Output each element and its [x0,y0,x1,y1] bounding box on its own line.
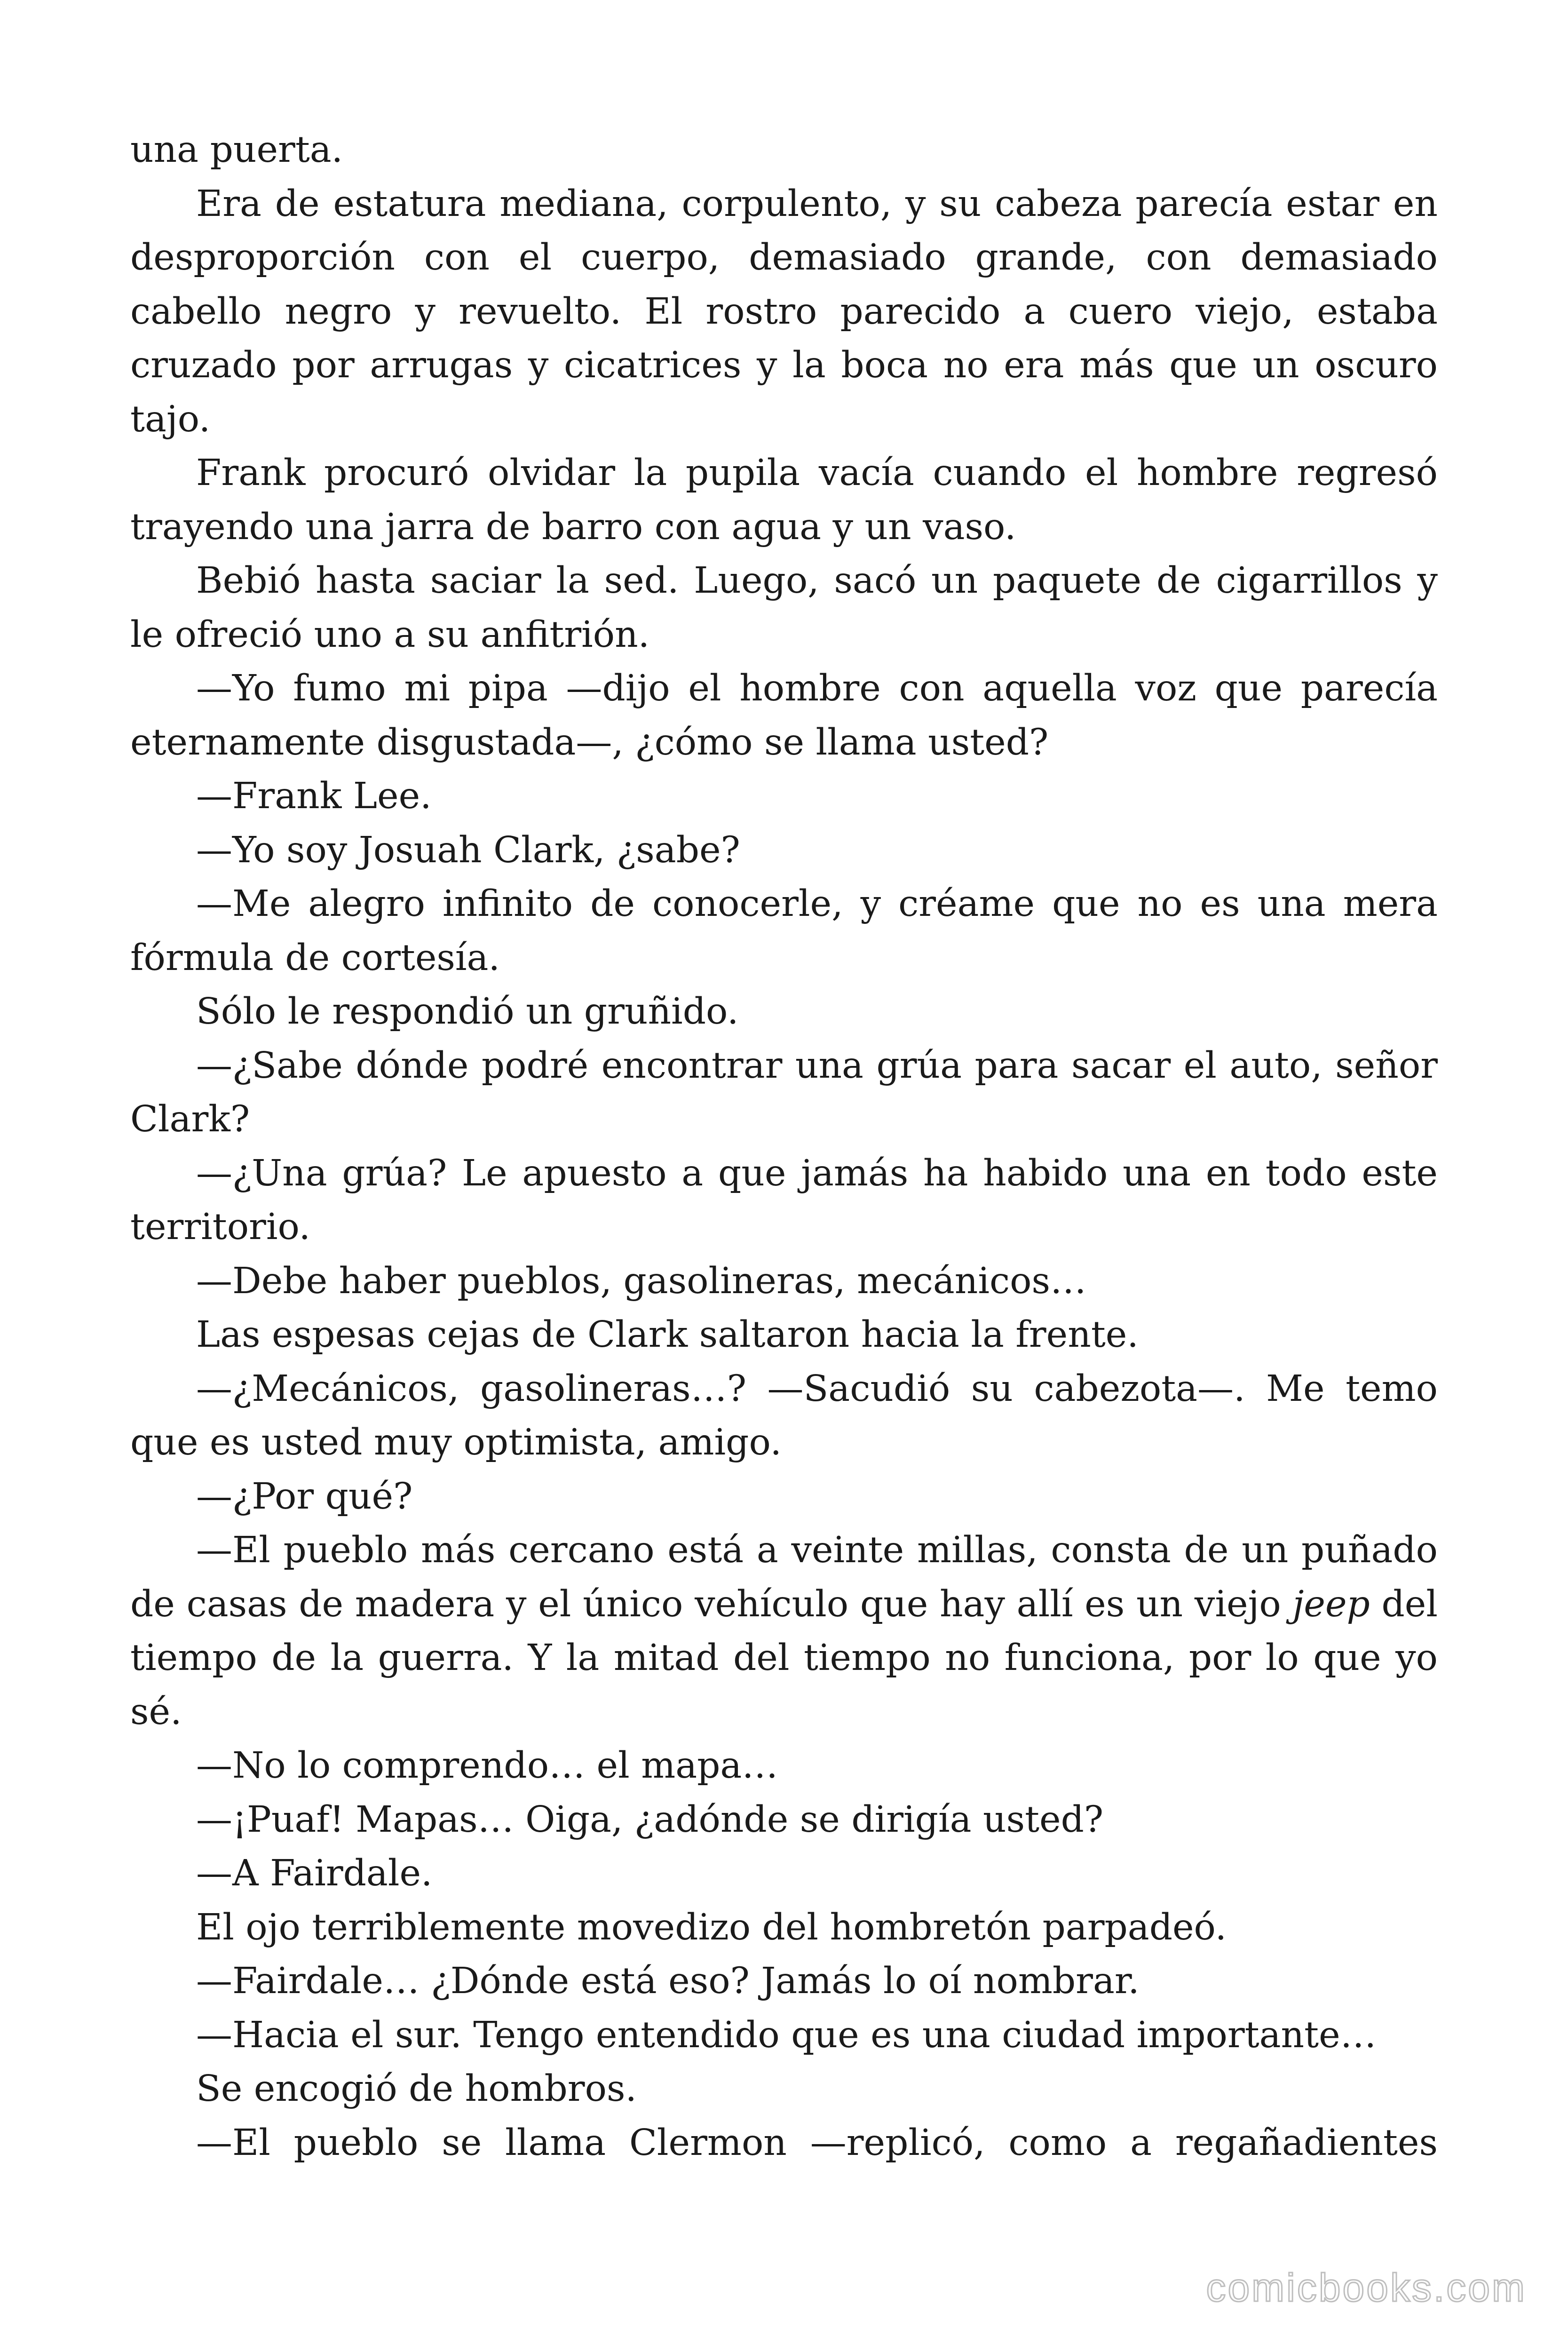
paragraph: Frank procuró olvidar la pupila vacía cuando el hombre regresó trayendo una jarra de barro con agua y un vaso. [130,452,1438,548]
paragraph: —¿Por qué? [196,1475,413,1518]
paragraph: —Fairdale… ¿Dónde está eso? Jamás lo oí nombrar. [196,1960,1140,2002]
paragraph: Bebió hasta saciar la sed. Luego, sacó un paquete de cigarrillos y le ofreció uno a su anfitrión. [130,560,1438,656]
paragraph: —Hacia el sur. Tengo entendido que es una ciudad importante… [196,2014,1377,2056]
page-text [130,123,1438,2207]
italic-word: jeep [1292,1583,1370,1625]
paragraph: —Me alegro infinito de conocerle, y créame que no es una mera fórmula de cortesía. [130,883,1438,979]
paragraph: Se encogió de hombros. [196,2068,637,2110]
paragraph: Las espesas cejas de Clark saltaron hacia la frente. [196,1314,1139,1356]
paragraph [130,1524,1438,1739]
paragraph: —A Fairdale. [196,1852,433,1894]
paragraph-text: del tiempo de la guerra. Y la mitad del tiempo no funciona, por lo que yo sé. [130,1583,1438,1733]
paragraph: —Yo fumo mi pipa —dijo el hombre con aquella voz que parecía eternamente disgustada—, ¿cómo se llama usted? [130,667,1438,763]
paragraph: —¿Una grúa? Le apuesto a que jamás ha habido una en todo este territorio. [130,1152,1438,1248]
paragraph: —¡Puaf! Mapas… Oiga, ¿adónde se dirigía usted? [196,1798,1104,1841]
paragraph-text: —El pueblo más cercano está a veinte millas, consta de un puñado de casas de madera y el único vehículo que hay allí es un viejo [130,1529,1438,1625]
paragraph: una puerta. [130,129,343,171]
paragraph: —El pueblo se llama Clermon —replicó, como a regañadientes [196,2122,1438,2164]
paragraph: —¿Mecánicos, gasolineras…? —Sacudió su cabezota—. Me temo que es usted muy optimista, amigo. [130,1367,1438,1463]
paragraph: —¿Sabe dónde podré encontrar una grúa para sacar el auto, señor Clark? [130,1044,1438,1140]
watermark: comicbooks.com [1206,2265,1527,2310]
paragraph: —Debe haber pueblos, gasolineras, mecánicos… [196,1260,1086,1302]
paragraph: —No lo comprendo… el mapa… [196,1745,778,1787]
paragraph: —Yo soy Josuah Clark, ¿sabe? [196,829,740,871]
paragraph: —Frank Lee. [196,775,432,817]
paragraph: El ojo terriblemente movedizo del hombretón parpadeó. [196,1906,1227,1948]
paragraph: Sólo le respondió un gruñido. [196,991,739,1033]
paragraph: Era de estatura mediana, corpulento, y su cabeza parecía estar en desproporción con el cuerpo, demasiado grande, con demasiado cabello negro y revuelto. El rostro parecido a cuero viejo, estaba cruzado por arrugas y cicatrices y la boca no era más que un oscuro tajo. [130,183,1438,440]
